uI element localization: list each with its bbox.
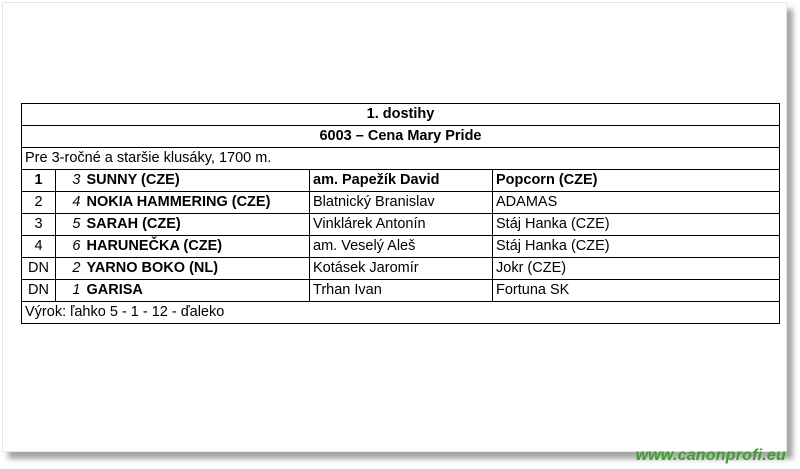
owner-cell: ADAMAS [493,192,780,214]
horse-cell: SUNNY (CZE) [84,170,310,192]
start-number-cell: 1 [56,280,84,302]
horse-cell: YARNO BOKO (NL) [84,258,310,280]
result-row [22,302,780,324]
race-subtitle: 6003 – Cena Mary Pride [22,126,780,148]
owner-cell: Popcorn (CZE) [493,170,780,192]
driver-cell: am. Papežík David [310,170,493,192]
race-result: Výrok: ľahko 5 - 1 - 12 - ďaleko [22,302,780,324]
horse-cell: NOKIA HAMMERING (CZE) [84,192,310,214]
place-cell: 1 [22,170,56,192]
table-row [22,192,780,214]
table-row [22,236,780,258]
conditions-row [22,148,780,170]
table-row [22,170,780,192]
driver-cell: Blatnický Branislav [310,192,493,214]
start-number-cell: 4 [56,192,84,214]
horse-cell: HARUNEČKA (CZE) [84,236,310,258]
owner-cell: Jokr (CZE) [493,258,780,280]
start-number-cell: 6 [56,236,84,258]
horse-cell: GARISA [84,280,310,302]
driver-cell: Kotásek Jaromír [310,258,493,280]
place-cell: DN [22,258,56,280]
owner-cell: Stáj Hanka (CZE) [493,236,780,258]
place-cell: 4 [22,236,56,258]
horse-cell: SARAH (CZE) [84,214,310,236]
race-results-table [21,103,780,324]
table-row [22,258,780,280]
title-row [22,104,780,126]
table-row [22,214,780,236]
start-number-cell: 3 [56,170,84,192]
race-conditions: Pre 3-ročné a staršie klusáky, 1700 m. [22,148,780,170]
place-cell: 2 [22,192,56,214]
driver-cell: am. Veselý Aleš [310,236,493,258]
watermark-text: www.canonprofi.eu [635,447,786,464]
start-number-cell: 5 [56,214,84,236]
race-title: 1. dostihy [22,104,780,126]
owner-cell: Stáj Hanka (CZE) [493,214,780,236]
driver-cell: Trhan Ivan [310,280,493,302]
place-cell: 3 [22,214,56,236]
start-number-cell: 2 [56,258,84,280]
table-row [22,280,780,302]
driver-cell: Vinklárek Antonín [310,214,493,236]
subtitle-row [22,126,780,148]
place-cell: DN [22,280,56,302]
owner-cell: Fortuna SK [493,280,780,302]
